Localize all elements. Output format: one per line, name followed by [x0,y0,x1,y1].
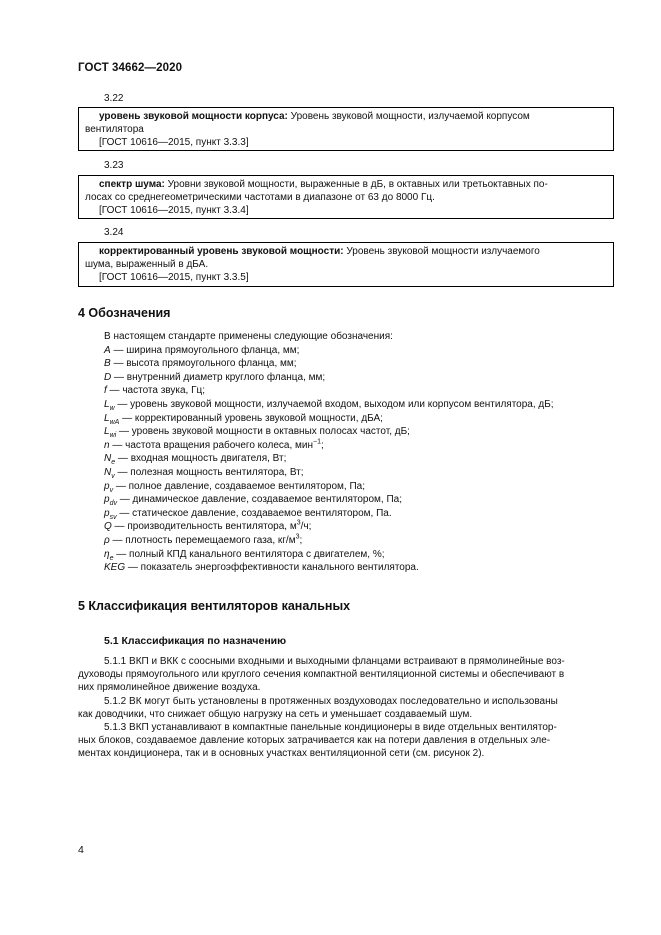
paragraph-line: ментах кондиционера, так и в основных участках вентиляционной сети (см. рисунок 2). [78,747,485,759]
symbol-subscript: e [109,554,114,562]
symbol-description: — внутренний диаметр круглого фланца, мм; [111,371,326,383]
symbol-subscript: e [111,459,116,467]
unit-superscript: 3 [295,533,300,541]
term-source: [ГОСТ 10616—2015, пункт 3.3.5] [99,272,249,283]
symbol: L [104,412,110,424]
symbol-description: — уровень звуковой мощности в октавных полосах частот, дБ; [116,426,410,438]
symbol: p [104,480,110,492]
term-definition-line: Уровни звуковой мощности, выраженные в дБ, в октавных или третьоктавных по- [167,179,548,190]
page-number: 4 [78,844,84,856]
section-heading: 4 Обозначения [78,306,171,320]
symbol-subscript: w [109,404,115,412]
term-definition-line: шума, выраженный в дБА. [85,259,209,270]
symbol-description: — плотность перемещаемого газа, кг/м [109,534,296,546]
symbol-description: — показатель энергоэффективности канального вентилятора. [125,562,419,574]
paragraph-line: 5.1.1 ВКП и ВКК с соосными входными и выходными фланцами встраивают в прямолинейные воз- [104,656,565,667]
paragraph-line: духоводы прямоугольного или круглого сечения компактной вентиляционной системы и обеспечивают в [78,668,565,680]
symbol: D [104,371,112,383]
symbol-description: — частота вращения рабочего колеса, мин [109,439,313,451]
symbol-description: — динамическое давление, создаваемое вентилятором, Па; [116,494,402,506]
symbol-description: — корректированный уровень звуковой мощности, дБА; [119,412,383,424]
symbol: Q [104,521,112,533]
symbol: f [104,385,107,397]
symbol-subscript: v [109,486,114,494]
symbol-description: — полное давление, создаваемое вентилятором, Па; [113,480,365,492]
symbol-description: — полный КПД канального вентилятора с двигателем, %; [113,548,385,560]
symbol-entry [104,452,624,466]
paragraph-line: ных блоков, создаваемое давление которых затрачивается как на потери давления в отдельных эле- [78,734,551,746]
symbol: B [104,358,111,370]
paragraph-line: них прямолинейное движение воздуха. [78,681,261,693]
symbol-entry [104,439,624,453]
term-name: спектр шума: [99,179,165,190]
term-name: уровень звуковой мощности корпуса: [99,111,288,122]
symbol-entry [104,371,624,385]
symbol: ρ [104,534,110,546]
unit-superscript: −1 [312,438,321,446]
paragraph [78,696,614,722]
paragraph-line: как доводчики, что снижает общую нагрузку на сеть и уменьшает создаваемый шум. [78,708,473,720]
symbol-subscript: v [111,472,115,480]
symbol: N [104,453,112,465]
symbol-description-tail: ; [320,439,324,451]
symbol: L [104,398,110,410]
section-heading: 5 Классификация вентиляторов канальных [78,599,351,613]
symbol-entry [104,466,624,480]
symbol: p [104,494,110,506]
symbol-entry [104,520,624,534]
term-definition-line: Уровень звуковой мощности излучаемого [346,246,540,257]
symbol-entry [104,534,624,548]
symbol: η [104,548,110,560]
paragraph-line: 5.1.3 ВКП устанавливают в компактные панельные кондиционеры в виде отдельных вентилятор- [104,722,557,733]
symbol-entry [104,357,624,371]
paragraph [78,722,614,760]
symbol-description: — частота звука, Гц; [106,385,206,397]
symbol-entry [104,561,624,575]
symbol-entry [104,384,624,398]
term-definition-line: вентилятора [85,124,144,135]
symbol-entry [104,548,624,562]
symbol: N [104,466,112,478]
paragraph [78,656,614,694]
term-box [78,242,614,287]
symbol-description: — полезная мощность вентилятора, Вт; [114,466,304,478]
unit-superscript: 3 [296,519,301,527]
symbol-subscript: wi [109,432,117,440]
symbol-entry [104,507,624,521]
symbol-entry [104,344,624,358]
symbol-subscript: sv [109,513,117,521]
symbol-description-tail: /ч; [300,521,312,533]
term-name: корректированный уровень звуковой мощности: [99,246,344,257]
term-definition-line: лосах со среднегеометрическими частотами в диапазоне от 63 до 8000 Гц. [85,192,435,203]
term-definition [85,178,607,191]
subsection-heading: 5.1 Классификация по назначению [104,635,287,647]
symbol-description: — уровень звуковой мощности, излучаемой входом, выходом или корпусом вентилятора, дБ; [114,398,554,410]
term-number: 3.24 [104,227,124,238]
symbol-description: — производительность вентилятора, м [111,521,297,533]
term-definition [85,245,607,258]
paragraph-line: 5.1.2 ВК могут быть установлены в протяженных воздуховодах последовательно и использованы [104,696,558,707]
symbol: A [104,344,111,356]
symbols-intro: В настоящем стандарте применены следующие обозначения: [104,331,393,342]
symbol: L [104,426,110,438]
symbol-description: — высота прямоугольного фланца, мм; [110,358,297,370]
term-definition-line: Уровень звуковой мощности, излучаемой корпусом [290,111,530,122]
term-box [78,107,614,151]
term-number: 3.23 [104,160,124,171]
symbols-list [104,330,624,575]
symbol-description: — статическое давление, создаваемое вентилятором, Па. [116,507,392,519]
symbol-entry [104,480,624,494]
symbol: KEG [104,562,126,574]
symbol: n [104,439,110,451]
term-source: [ГОСТ 10616—2015, пункт 3.3.4] [99,205,249,216]
term-number: 3.22 [104,93,124,104]
symbol-description-tail: ; [299,534,303,546]
symbol-subscript: dv [109,500,117,508]
document-header: ГОСТ 34662—2020 [78,62,183,74]
symbol-subscript: wA [109,418,120,426]
symbol-entry [104,493,624,507]
symbol-description: — ширина прямоугольного фланца, мм; [110,344,300,356]
symbol-entry [104,412,624,426]
symbol-description: — входная мощность двигателя, Вт; [115,453,287,465]
term-box [78,175,614,219]
term-source: [ГОСТ 10616—2015, пункт 3.3.3] [99,137,249,148]
symbol-entry [104,398,624,412]
symbol-entry [104,425,624,439]
term-definition [85,110,607,123]
symbol: p [104,507,110,519]
